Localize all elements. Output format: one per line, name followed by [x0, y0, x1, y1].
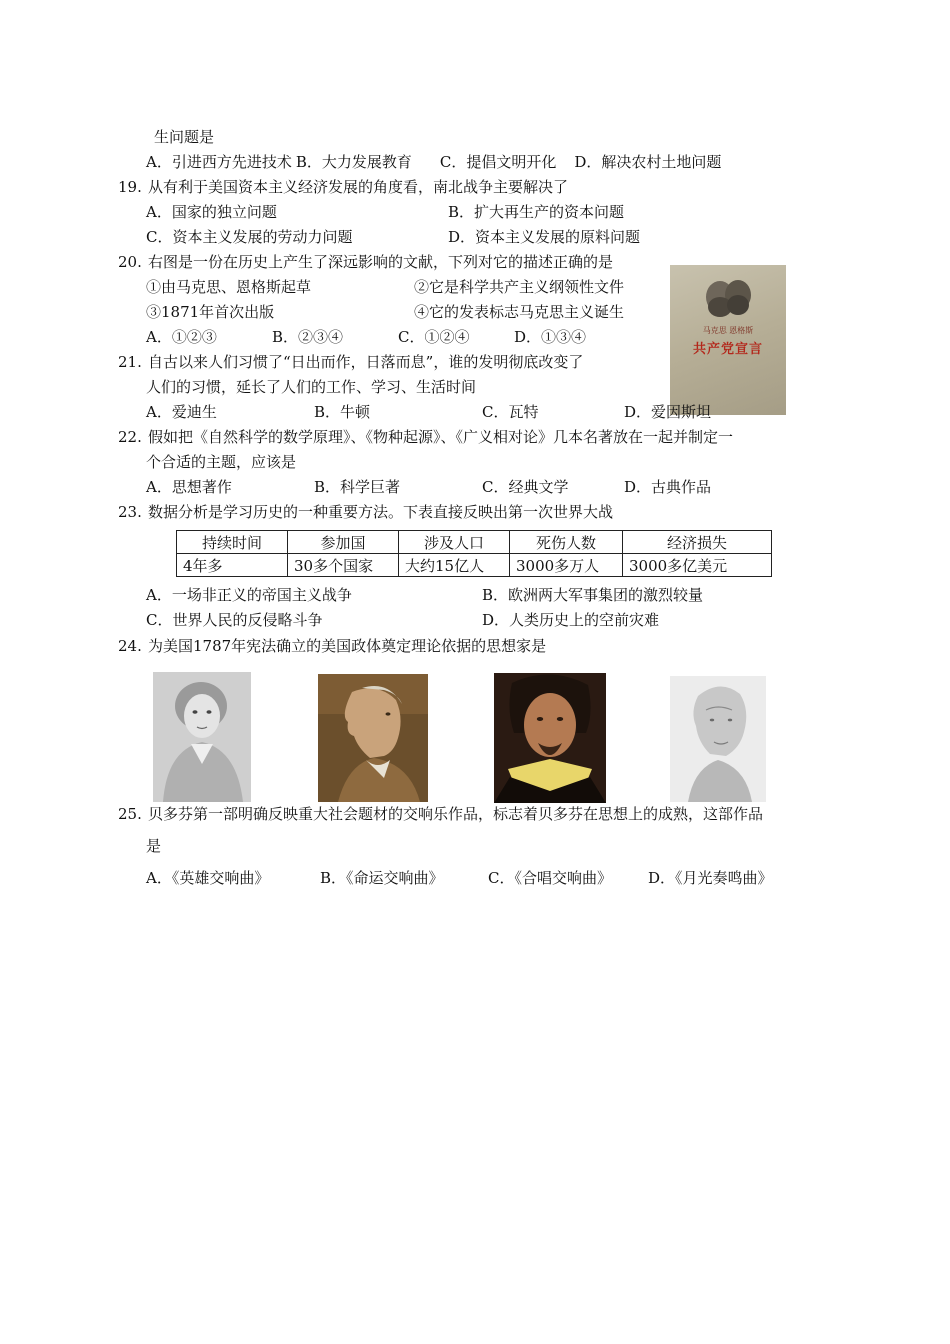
q18-option-d: D．解决农村土地问题: [574, 153, 722, 171]
q23-stem: [118, 502, 613, 522]
q25-text-line1: 贝多芬第一部明确反映重大社会题材的交响乐作品，标志着贝多芬在思想上的成熟，这部作品: [148, 805, 764, 823]
table-cell: 30多个国家: [288, 554, 399, 577]
q19-option-d: D．资本主义发展的原料问题: [448, 228, 641, 246]
q19-text: 从有利于美国资本主义经济发展的角度看，南北战争主要解决了: [148, 178, 569, 196]
table-header-cell: 死伤人数: [510, 531, 623, 554]
table-cell: 3000多万人: [510, 554, 623, 577]
q18-option-c: C．提倡文明开化: [439, 153, 557, 171]
q19-option-c: C．资本主义发展的劳动力问题: [146, 228, 353, 246]
q21-stem: [118, 352, 583, 372]
q21-option-a: A．爱迪生: [146, 403, 217, 421]
q25-options: [146, 868, 773, 888]
q22-option-d: D．古典作品: [624, 478, 712, 496]
q20-text: 右图是一份在历史上产生了深远影响的文献，下列对它的描述正确的是: [148, 253, 614, 271]
q22-option-a: A．思想著作: [146, 478, 232, 496]
q22-text-line1: 假如把《自然科学的数学原理》、《物种起源》、《广义相对论》几本名著放在一起并制定一: [148, 428, 734, 446]
q19-number: 19.: [118, 178, 142, 196]
q25-option-c: C．《合唱交响曲》: [488, 869, 612, 887]
q24-number: 24.: [118, 637, 142, 655]
q20-item-2: ②它是科学共产主义纲领性文件: [414, 278, 625, 296]
table-row: [177, 554, 772, 577]
q22-option-c: C．经典文学: [482, 478, 569, 496]
q22-options: [146, 477, 711, 497]
thinker-portrait-2-icon: [318, 674, 428, 802]
q22-text-line2: 个合适的主题，应该是: [146, 453, 297, 471]
q23-option-b: B．欧洲两大军事集团的激烈较量: [482, 586, 704, 604]
book-title: 共产党宣言: [692, 342, 763, 357]
q20-option-c: C．①②④: [398, 328, 470, 346]
q23-option-d: D．人类历史上的空前灾难: [482, 611, 660, 629]
table-header-row: [177, 531, 772, 554]
q23-option-a: A．一场非正义的帝国主义战争: [146, 586, 352, 604]
table-cell: 大约15亿人: [399, 554, 510, 577]
q18-options: [146, 152, 721, 172]
q18-option-a: A．引进西方先进技术: [146, 153, 292, 171]
portrait-rousseau-image: [153, 672, 251, 802]
q24-text: 为美国1787年宪法确立的美国政体奠定理论依据的思想家是: [148, 637, 547, 655]
q21-option-c: C．瓦特: [482, 403, 539, 421]
portrait-voltaire-bust-image: [670, 676, 766, 802]
q22-number: 22.: [118, 428, 142, 446]
thinker-portrait-3-icon: [494, 673, 606, 803]
table-header-cell: 持续时间: [177, 531, 288, 554]
q25-text-line2: 是: [146, 837, 162, 855]
q20-stem: [118, 252, 613, 272]
q25-stem: [118, 804, 763, 824]
ww1-data-table: [176, 530, 772, 577]
q22-stem: [118, 427, 733, 447]
table-header-cell: 参加国: [288, 531, 399, 554]
q24-stem: [118, 636, 546, 656]
q20-item-3: ③1871年首次出版: [146, 303, 275, 321]
q21-text-line1: 自古以来人们习惯了“日出而作，日落而息”，谁的发明彻底改变了: [148, 353, 584, 371]
q21-option-d: D．爱因斯坦: [624, 403, 712, 421]
table-cell: 3000多亿美元: [623, 554, 772, 577]
q23-number: 23.: [118, 503, 142, 521]
q19-option-b: B．扩大再生产的资本问题: [448, 203, 625, 221]
q25-option-a: A．《英雄交响曲》: [146, 869, 270, 887]
q20-item-1: ①由马克思、恩格斯起草: [146, 278, 312, 296]
q23-option-c: C．世界人民的反侵略斗争: [146, 611, 323, 629]
q19-stem: [118, 177, 568, 197]
communist-manifesto-cover-image: [670, 265, 786, 415]
q21-options: [146, 402, 711, 422]
q18-option-b: B．大力发展教育: [295, 153, 412, 171]
q25-option-d: D．《月光奏鸣曲》: [648, 869, 773, 887]
q18-text-tail: 生问题是: [154, 128, 215, 146]
q20-option-d: D．①③④: [514, 328, 587, 346]
q20-item-4: ④它的发表标志马克思主义诞生: [414, 303, 625, 321]
q20-option-a: A．①②③: [146, 328, 217, 346]
q25-option-b: B．《命运交响曲》: [320, 869, 444, 887]
q25-number: 25.: [118, 805, 142, 823]
q20-options: [146, 327, 586, 347]
table-header-cell: 涉及人口: [399, 531, 510, 554]
thinker-portrait-1-icon: [153, 672, 251, 802]
q21-option-b: B．牛顿: [314, 403, 371, 421]
q21-text-line2: 人们的习惯，延长了人们的工作、学习、生活时间: [146, 378, 477, 396]
table-header-cell: 经济损失: [623, 531, 772, 554]
portrait-descartes-image: [494, 673, 606, 803]
q19-option-a: A．国家的独立问题: [146, 203, 277, 221]
portrait-montesquieu-image: [318, 674, 428, 802]
q21-number: 21.: [118, 353, 142, 371]
q23-text: 数据分析是学习历史的一种重要方法。下表直接反映出第一次世界大战: [148, 503, 614, 521]
table-cell: 4年多: [177, 554, 288, 577]
book-authors: 马克思 恩格斯: [702, 326, 754, 335]
q22-option-b: B．科学巨著: [314, 478, 401, 496]
thinker-portrait-4-icon: [670, 676, 766, 802]
q20-option-b: B．②③④: [272, 328, 344, 346]
q20-number: 20.: [118, 253, 142, 271]
